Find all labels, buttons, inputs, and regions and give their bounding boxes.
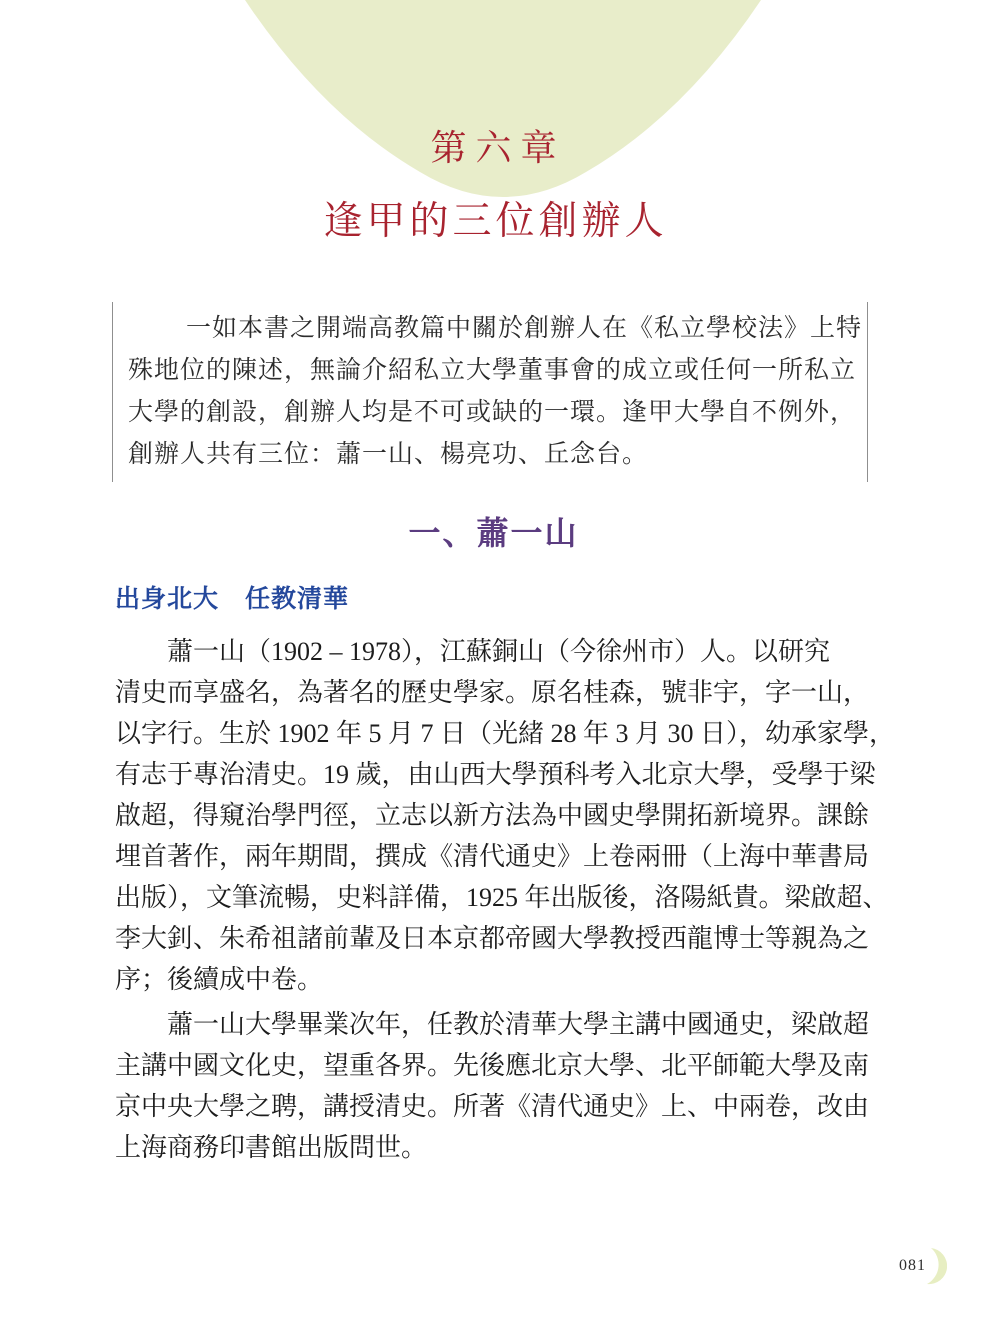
body-line: 序；後續成中卷。	[115, 965, 324, 994]
intro-line: 殊地位的陳述，無論介紹私立大學董事會的成立或任何一所私立	[128, 357, 857, 384]
intro-line: 創辦人共有三位：蕭一山、楊亮功、丘念台。	[128, 441, 649, 468]
body-paragraph-2	[115, 1004, 879, 1168]
body-line: 李大釗、朱希祖諸前輩及日本京都帝國大學教授西龍博士等親為之	[115, 924, 870, 953]
body-line: 蕭一山大學畢業次年，任教於清華大學主講中國通史，梁啟超	[167, 1010, 870, 1039]
body-line: 啟超，得窺治學門徑，立志以新方法為中國史學開拓新境界。課餘	[115, 801, 870, 830]
page-number: 081	[899, 1257, 926, 1274]
chapter-number: 第六章	[430, 127, 566, 168]
intro-quote-block	[112, 302, 868, 482]
body-line: 上海商務印書館出版問世。	[115, 1133, 428, 1162]
body-line: 有志于專治清史。19 歲，由山西大學預科考入北京大學，受學于梁	[115, 760, 876, 789]
body-line: 以字行。生於 1902 年 5 月 7 日（光緒 28 年 3 月 30 日），幼承家學，	[115, 719, 896, 748]
intro-line: 一如本書之開端高教篇中關於創辦人在《私立學校法》上特	[186, 315, 863, 342]
subsection-heading: 出身北大 任教清華	[115, 585, 350, 613]
body-line: 埋首著作，兩年期間，撰成《清代通史》上卷兩冊（上海中華書局	[115, 842, 870, 871]
body-line: 主講中國文化史，望重各界。先後應北京大學、北平師範大學及南	[115, 1051, 870, 1080]
section-heading: 一、蕭一山	[408, 515, 579, 551]
body-line: 蕭一山（1902 – 1978），江蘇銅山（今徐州市）人。以研究	[167, 637, 831, 666]
body-line: 京中央大學之聘，講授清史。所著《清代通史》上、中兩卷，改由	[115, 1092, 870, 1121]
body-line: 出版），文筆流暢，史料詳備，1925 年出版後，洛陽紙貴。梁啟超、	[115, 883, 889, 912]
page-footer	[899, 1246, 947, 1286]
chapter-banner-shape	[0, 0, 987, 225]
intro-line: 大學的創設，創辦人均是不可或缺的一環。逢甲大學自不例外，	[128, 399, 857, 426]
body-paragraph-1	[115, 631, 896, 1000]
chapter-title: 逢甲的三位創辦人	[323, 200, 668, 243]
body-line: 清史而享盛名，為著名的歷史學家。原名桂森，號非宇，字一山，	[115, 678, 870, 707]
